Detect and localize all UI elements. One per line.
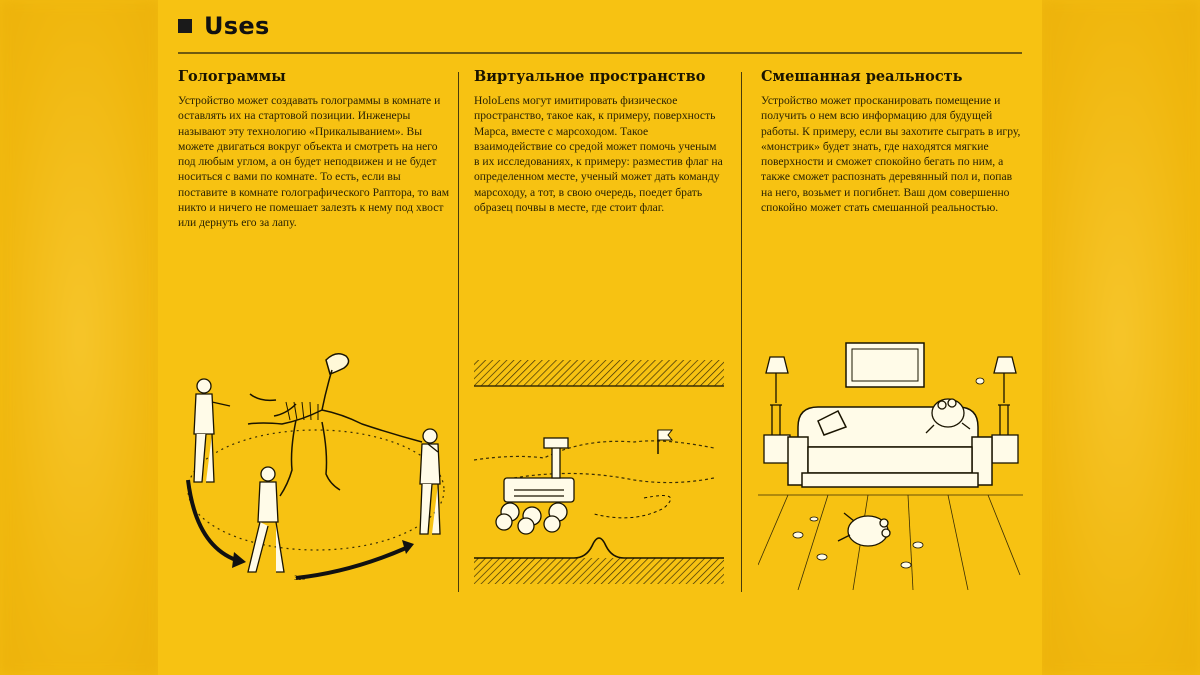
rotation-label: 360°: [294, 575, 309, 582]
column-divider: [741, 72, 742, 592]
living-room-illustration: [758, 335, 1023, 590]
header-rule: [178, 52, 1022, 54]
living-room-icon: [758, 335, 1023, 590]
column-heading: Смешанная реальность: [761, 68, 963, 85]
raptor-hologram-illustration: [176, 340, 456, 600]
column-body: HoloLens могут имитировать физическое пространство, такое как, к примеру, поверхность Марса, вместе с марсоходом. Такое взаимодействие со средой может помочь ученым в их исследованиях, к примеру: разместив флаг на определенном месте, ученый может дать команду марсоходу, а тот, в свою очередь, поедет брать образец почвы в месте, где стоит флаг.: [474, 94, 723, 215]
square-bullet-icon: [178, 19, 192, 33]
right-blur-margin: [1040, 0, 1200, 675]
column-body: Устройство может просканировать помещение и получить о нем всю информацию для будущей работы. К примеру, если вы захотите сыграть в игру, «монстрик» будет знать, где находятся мягкие поверхности и сможет спокойно бегать по ним, а также сможет распознать деревянный пол и, попав на него, возьмет и погибнет. Ваш дом совершенно спокойно может стать смешанной реальностью.: [761, 94, 1021, 215]
column-heading: Голограммы: [178, 68, 286, 85]
section-title: Uses: [204, 12, 270, 40]
column-heading: Виртуальное пространство: [474, 68, 706, 85]
raptor-scene-icon: [176, 340, 456, 600]
column-body: Устройство может создавать голограммы в комнате и оставлять их на стартовой позиции. Инженеры называют эту технологию «Прикалыванием». Вы можете двигаться вокруг объекта и смотреть на него под любым углом, а он будет неподвижен и не будет носиться с вами по комнате. То есть, если вы поставите в комнате голографического Раптора, то вам никто и ничего не помешает залезть к нему под хвост или дернуть его за лапу.: [178, 94, 450, 230]
mars-rover-icon: [474, 350, 724, 590]
section-header: [178, 8, 270, 44]
mars-rover-illustration: [474, 350, 724, 590]
column-divider: [458, 72, 459, 592]
infographic-poster: [158, 0, 1042, 675]
left-blur-margin: [0, 0, 160, 675]
